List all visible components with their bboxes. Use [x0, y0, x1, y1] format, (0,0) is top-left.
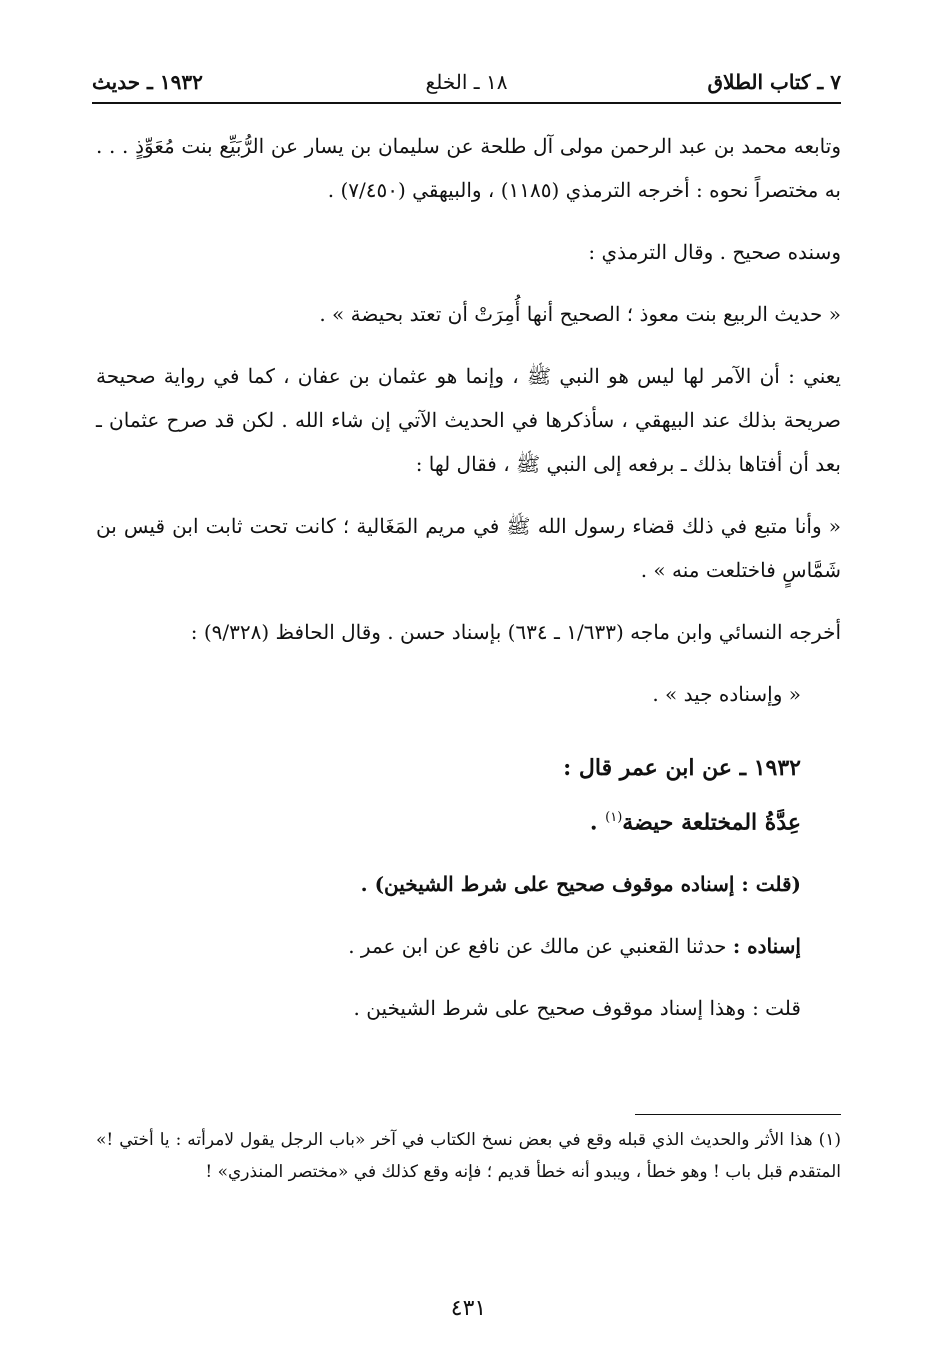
paragraph-4: يعني : أن الآمر لها ليس هو النبي ﷺ ، وإنما هو عثمان بن عفان ، كما في رواية صحيحة صريحة بذلك عند البيهقي ، سأذكرها في الحديث الآتي إن شاء الله . لكن قد صرح عثمان ـ بعد أن أفتاها بذلك ـ برفعه إلى النبي ﷺ ، فقال لها : [96, 364, 841, 476]
hadith-heading: ١٩٣٢ ـ عن ابن عمر قال : [563, 755, 801, 781]
paragraph-3: « حديث الربيع بنت معوذ ؛ الصحيح أنها أُمِرَتْ أن تعتد بحيضة » . [319, 302, 841, 326]
hadith-text [96, 796, 841, 844]
page-header [92, 62, 841, 102]
isnad-body: حدثنا القعنبي عن مالك عن نافع عن ابن عمر . [348, 934, 733, 959]
paragraph-1: وتابعه محمد بن عبد الرحمن مولى آل طلحة عن سليمان بن يسار عن الرُّبَيِّع بنت مُعَوِّذٍ . . . به مختصراً نحوه : أخرجه الترمذي (١١٨٥) ، والبيهقي (٧/٤٥٠) . [96, 134, 841, 202]
header-divider [92, 102, 841, 104]
paragraph-2: وسنده صحيح . وقال الترمذي : [588, 240, 841, 264]
footnote-marker[interactable]: (١) [605, 810, 623, 825]
header-book-title: ٧ ـ كتاب الطلاق [707, 70, 841, 94]
header-chapter-title: ١٨ ـ الخلع [425, 70, 508, 94]
hadith-text-end: . [589, 809, 606, 836]
paragraph-7: « وإسناده جيد » . [652, 682, 801, 706]
paragraph-5: « وأنا متبع في ذلك قضاء رسول الله ﷺ في مريم المَغَالية ؛ كانت تحت ثابت ابن قيس بن شَمَّاسٍ فاختلعت منه » . [96, 514, 841, 582]
header-hadith-ref: ١٩٣٢ ـ حديث [92, 70, 203, 94]
main-text [96, 124, 841, 1048]
hadith-text-body: عِدَّةُ المختلعة حيضة [622, 809, 801, 836]
grading-text: (قلت : إسناده موقوف صحيح على شرط الشيخين) . [360, 872, 801, 897]
page-number: ٤٣١ [450, 1296, 487, 1321]
footnotes [96, 1124, 841, 1188]
isnad-label: إسناده : [732, 934, 801, 959]
footnote-divider [635, 1114, 841, 1115]
note-text: قلت : وهذا إسناد موقوف صحيح على شرط الشيخين . [353, 996, 801, 1021]
footnote-1: (١) هذا الأثر والحديث الذي قبله وقع في بعض نسخ الكتاب في آخر «باب الرجل يقول لامرأته : يا أختي !» المتقدم قبل باب ! وهو خطأ ، ويبدو أنه خطأ قديم ؛ فإنه وقع كذلك في «مختصر المنذري» ! [96, 1130, 841, 1182]
isnad-text [96, 924, 841, 968]
paragraph-6: أخرجه النسائي وابن ماجه (١/٦٣٣ ـ ٦٣٤) بإسناد حسن . وقال الحافظ (٩/٣٢٨) : [190, 620, 841, 644]
